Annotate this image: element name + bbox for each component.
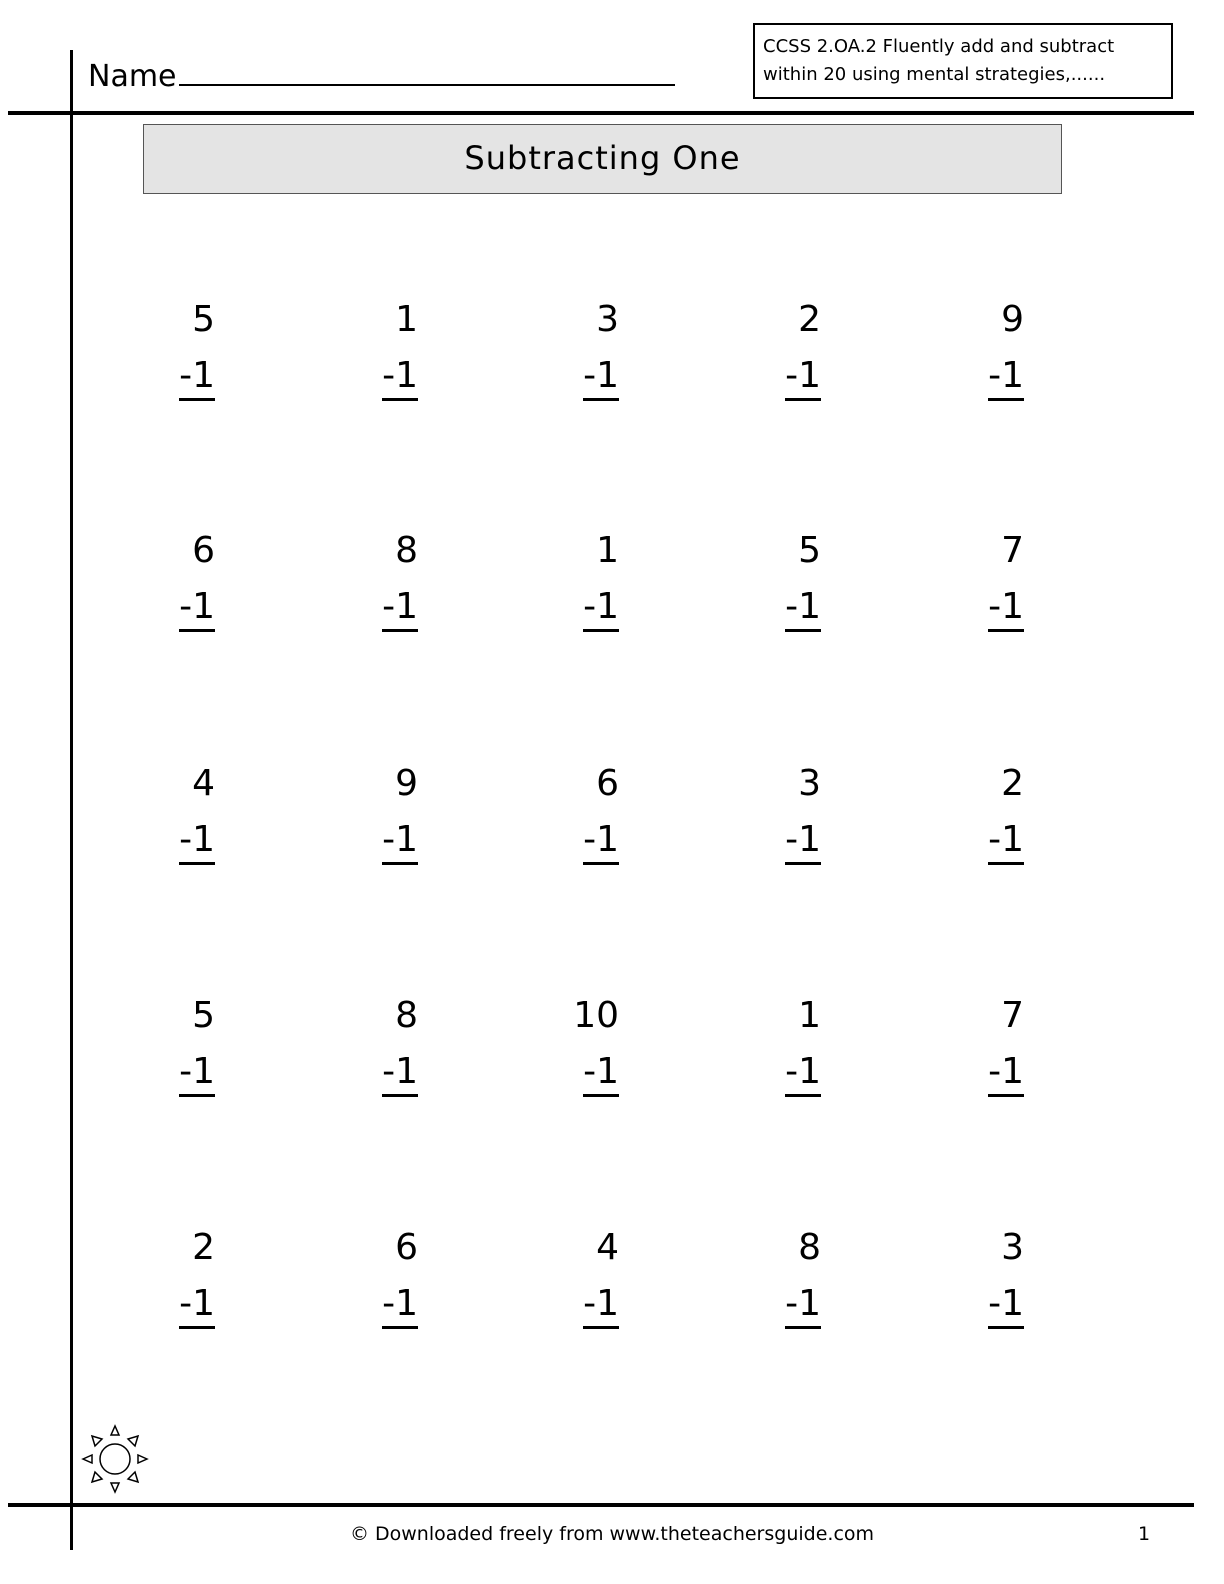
subtrahend: -1	[179, 354, 215, 401]
subtrahend: -1	[583, 818, 619, 865]
subtraction-problem	[956, 529, 1036, 649]
minuend: 9	[395, 763, 418, 804]
subtraction-problem	[147, 298, 227, 418]
margin-vertical-rule	[70, 50, 73, 1550]
subtraction-problem	[350, 1226, 430, 1346]
footer-credit: © Downloaded freely from www.theteachersguide.com	[349, 1523, 875, 1545]
subtrahend: -1	[583, 585, 619, 632]
subtraction-problem	[753, 298, 833, 418]
minuend: 5	[192, 995, 215, 1036]
subtrahend: -1	[988, 585, 1024, 632]
minuend: 5	[192, 299, 215, 340]
subtraction-problem	[551, 994, 631, 1114]
minuend: 6	[596, 763, 619, 804]
subtrahend: -1	[179, 818, 215, 865]
subtrahend: -1	[988, 818, 1024, 865]
minuend: 5	[798, 530, 821, 571]
minuend: 7	[1001, 995, 1024, 1036]
subtraction-problem	[753, 762, 833, 882]
minuend: 6	[192, 530, 215, 571]
worksheet-title: Subtracting One	[143, 124, 1062, 194]
subtrahend: -1	[179, 1282, 215, 1329]
minuend: 4	[596, 1227, 619, 1268]
minuend: 3	[1001, 1227, 1024, 1268]
subtrahend: -1	[179, 1050, 215, 1097]
subtraction-problem	[147, 1226, 227, 1346]
minuend: 8	[798, 1227, 821, 1268]
subtraction-problem	[956, 1226, 1036, 1346]
minuend: 1	[798, 995, 821, 1036]
minuend: 7	[1001, 530, 1024, 571]
minuend: 4	[192, 763, 215, 804]
subtrahend: -1	[785, 585, 821, 632]
header-divider	[8, 111, 1194, 115]
subtraction-problem	[147, 994, 227, 1114]
subtrahend: -1	[785, 818, 821, 865]
minuend: 10	[573, 995, 619, 1036]
minuend: 8	[395, 530, 418, 571]
subtrahend: -1	[382, 585, 418, 632]
page-number: 1	[1138, 1523, 1151, 1545]
subtraction-problem	[147, 529, 227, 649]
subtrahend: -1	[583, 1050, 619, 1097]
subtraction-problem	[147, 762, 227, 882]
subtrahend: -1	[583, 1282, 619, 1329]
subtraction-problem	[551, 529, 631, 649]
subtraction-problem	[350, 529, 430, 649]
minuend: 1	[395, 299, 418, 340]
subtraction-problem	[551, 298, 631, 418]
minuend: 2	[798, 299, 821, 340]
subtrahend: -1	[988, 1282, 1024, 1329]
minuend: 9	[1001, 299, 1024, 340]
subtrahend: -1	[382, 1282, 418, 1329]
minuend: 3	[798, 763, 821, 804]
name-field	[88, 52, 675, 97]
name-label: Name	[88, 59, 177, 94]
name-blank-line	[179, 52, 675, 86]
subtraction-problem	[956, 994, 1036, 1114]
subtrahend: -1	[382, 354, 418, 401]
footer-divider	[8, 1503, 1194, 1507]
minuend: 1	[596, 530, 619, 571]
subtraction-problem	[753, 994, 833, 1114]
subtraction-problem	[551, 762, 631, 882]
subtrahend: -1	[785, 354, 821, 401]
subtraction-problem	[753, 529, 833, 649]
sun-icon	[80, 1422, 150, 1496]
subtrahend: -1	[583, 354, 619, 401]
subtraction-problem	[350, 762, 430, 882]
subtraction-problem	[350, 994, 430, 1114]
minuend: 8	[395, 995, 418, 1036]
subtraction-problem	[753, 1226, 833, 1346]
subtrahend: -1	[179, 585, 215, 632]
subtraction-problem	[956, 298, 1036, 418]
minuend: 3	[596, 299, 619, 340]
subtrahend: -1	[785, 1050, 821, 1097]
subtrahend: -1	[785, 1282, 821, 1329]
subtrahend: -1	[382, 1050, 418, 1097]
subtrahend: -1	[382, 818, 418, 865]
standard-line-2: within 20 using mental strategies,......	[763, 64, 1106, 85]
subtraction-problem	[551, 1226, 631, 1346]
subtrahend: -1	[988, 1050, 1024, 1097]
subtraction-problem	[350, 298, 430, 418]
subtrahend: -1	[988, 354, 1024, 401]
standard-line-1: CCSS 2.OA.2 Fluently add and subtract	[763, 36, 1115, 57]
standard-box	[753, 23, 1173, 99]
minuend: 6	[395, 1227, 418, 1268]
minuend: 2	[1001, 763, 1024, 804]
subtraction-problem	[956, 762, 1036, 882]
minuend: 2	[192, 1227, 215, 1268]
